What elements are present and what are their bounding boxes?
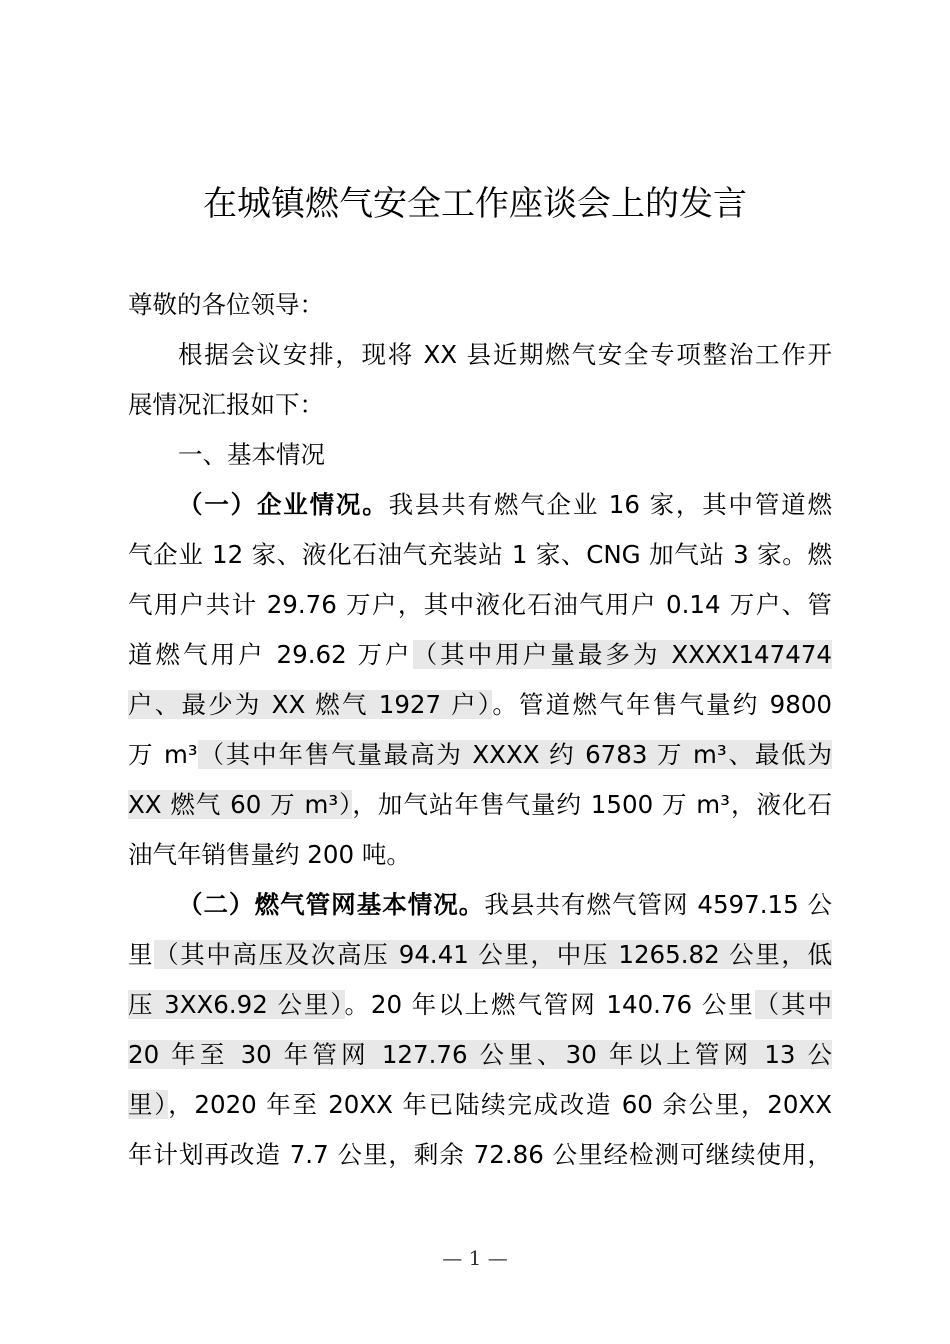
p1-line-4 xyxy=(128,630,832,680)
p1-line-5 xyxy=(128,680,832,730)
p2-line-1-text: 我县共有燃气管网 4597.15 公 xyxy=(484,890,833,919)
p1-line-1-text: 我县共有燃气企业 16 家，其中管道燃 xyxy=(388,490,833,519)
p1-line-3: 气用户共计 29.76 万户，其中液化石油气用户 0.14 万户、管 xyxy=(128,590,832,619)
p1-line-5-highlight: 户、最少为 XX 燃气 1927 户） xyxy=(128,690,493,719)
p1-line-4-text: 道燃气用户 29.62 万户 xyxy=(128,640,413,669)
p2-line-3-highlight-2: （其中 xyxy=(754,990,832,1019)
p2-line-2 xyxy=(128,930,832,980)
p2-line-3-text: 。20 年以上燃气管网 140.76 公里 xyxy=(344,990,755,1019)
p2-line-3-highlight: 压 3XX6.92 公里） xyxy=(128,990,345,1019)
p1-line-6-text: 万 m³ xyxy=(128,740,198,769)
intro-line-1: 根据会议安排，现将 XX 县近期燃气安全专项整治工作开 xyxy=(178,340,832,369)
p2-line-4-highlight: 20 年至 30 年管网 127.76 公里、30 年以上管网 13 公 xyxy=(128,1040,832,1069)
p1-line-6 xyxy=(128,730,832,780)
document-title: 在城镇燃气安全工作座谈会上的发言 xyxy=(203,184,747,224)
intro-line-2: 展情况汇报如下： xyxy=(128,390,324,419)
p2-heading: （二）燃气管网基本情况。 xyxy=(178,890,485,919)
p2-line-3 xyxy=(128,980,832,1030)
p1-line-7 xyxy=(128,780,832,830)
p1-line-1 xyxy=(178,480,832,530)
p2-line-4 xyxy=(128,1030,832,1080)
section-heading: 一、基本情况 xyxy=(178,440,325,469)
p2-line-5 xyxy=(128,1080,832,1130)
p2-line-1 xyxy=(178,880,832,930)
p2-line-5-highlight: 里） xyxy=(128,1090,169,1119)
p1-line-2: 气企业 12 家、液化石油气充装站 1 家、CNG 加气站 3 家。燃 xyxy=(128,540,832,569)
p2-line-2-highlight: （其中高压及次高压 94.41 公里，中压 1265.82 公里，低 xyxy=(154,940,833,969)
p1-line-4-highlight: （其中用户量最多为 XXXX147474 xyxy=(412,640,832,669)
p1-heading: （一）企业情况。 xyxy=(178,490,389,519)
p2-line-5-text: ，2020 年至 20XX 年已陆续完成改造 60 余公里，20XX xyxy=(168,1090,832,1119)
p1-line-5-text: 。管道燃气年售气量约 9800 xyxy=(492,690,833,719)
page-number: — 1 — xyxy=(442,1246,508,1270)
p1-line-7-text: ，加气站年售气量约 1500 万 m³，液化石 xyxy=(352,790,832,819)
p1-line-6-highlight: （其中年售气量最高为 XXXX 约 6783 万 m³、最低为 xyxy=(197,740,832,769)
p2-line-2-text: 里 xyxy=(128,940,155,969)
p1-line-8: 油气年销售量约 200 吨。 xyxy=(128,840,411,869)
p1-line-7-highlight: XX 燃气 60 万 m³） xyxy=(128,790,353,819)
salutation: 尊敬的各位领导： xyxy=(128,290,324,319)
p2-line-6: 年计划再改造 7.7 公里，剩余 72.86 公里经检测可继续使用， xyxy=(128,1140,832,1169)
